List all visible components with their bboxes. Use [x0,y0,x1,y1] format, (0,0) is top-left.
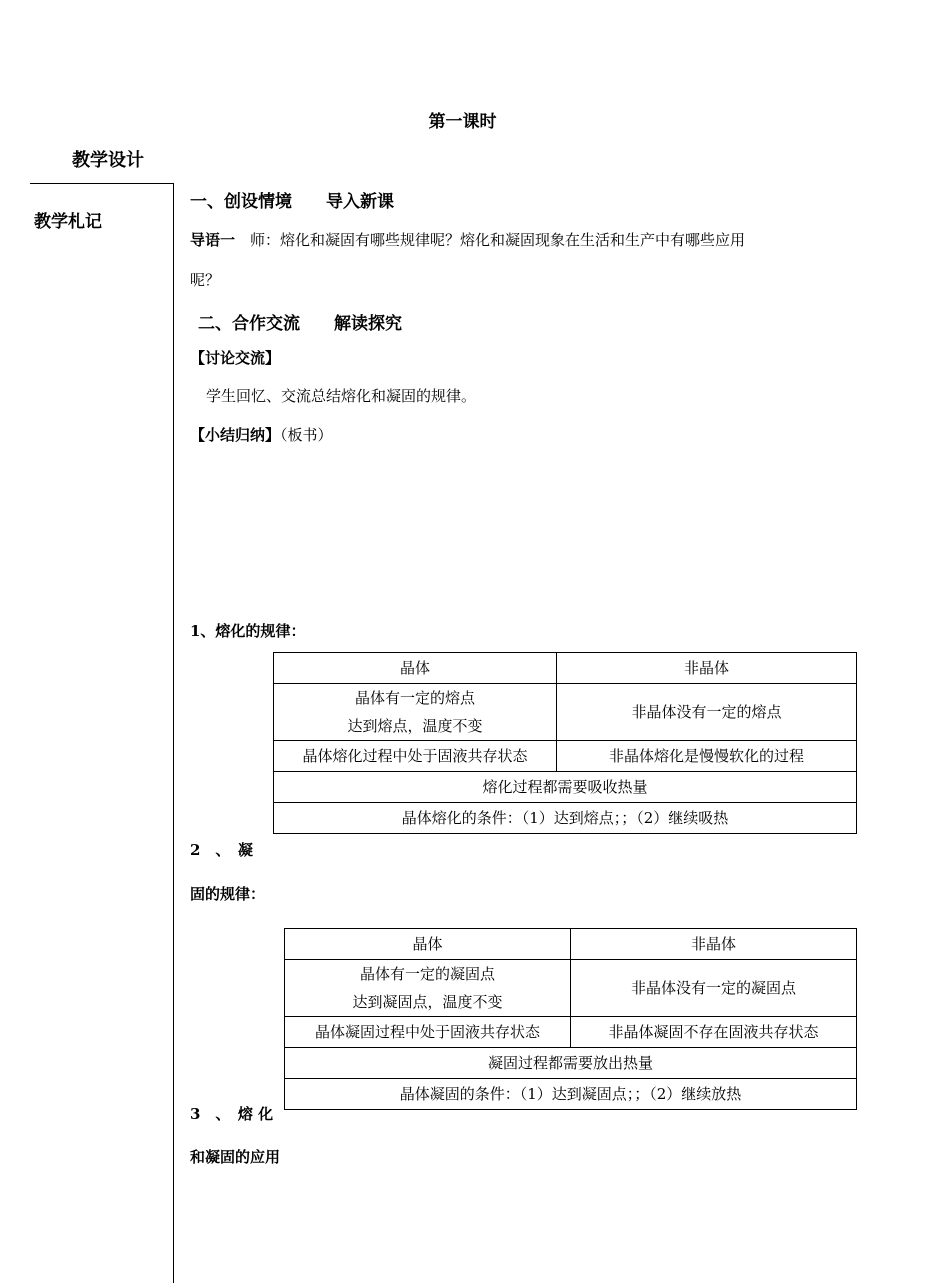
table-row [285,1017,857,1048]
crystal-state-cell: 晶体熔化过程中处于固液共存状态 [274,741,557,772]
section1-heading: 一、创设情境 导入新课 [190,192,394,212]
heat-cell: 熔化过程都需要吸收热量 [274,772,857,803]
table-header-noncrystal: 非晶体 [557,653,857,684]
table-header-crystal: 晶体 [274,653,557,684]
crystal-point-line-1: 晶体有一定的熔点 [354,689,475,707]
table-header-crystal: 晶体 [285,929,571,960]
melting-table [273,652,857,834]
condition-cell: 晶体凝固的条件：（1）达到凝固点；；（2）继续放热 [285,1079,857,1110]
column-divider [173,183,174,1283]
table-row [285,1079,857,1110]
table-header-noncrystal: 非晶体 [571,929,857,960]
table-row [285,960,857,1017]
noncrystal-point-cell: 非晶体没有一定的凝固点 [571,960,857,1017]
crystal-state-cell: 晶体凝固过程中处于固液共存状态 [285,1017,571,1048]
discuss-label: 【讨论交流】 [190,349,281,367]
table-row [285,1048,857,1079]
discuss-text: 学生回忆、交流总结熔化和凝固的规律。 [206,387,477,405]
summary-line [190,424,333,445]
application-title-b: 和凝固的应用 [190,1148,281,1166]
application-title-a: 3 、 熔 化 [190,1105,274,1123]
condition-cell: 晶体熔化的条件：（1）达到熔点；；（2）继续吸热 [274,803,857,834]
section2-heading: 二、合作交流 解读探究 [198,314,402,334]
solidify-title-a: 2 、 凝 [190,841,253,859]
summary-label: 【小结归纳】 [190,426,281,444]
summary-note: （板书） [280,426,333,444]
lesson-title: 第一课时 [428,112,497,132]
intro-text: 师：熔化和凝固有哪些规律呢？熔化和凝固现象在生活和生产中有哪些应用 [235,231,746,249]
table-row [274,741,857,772]
crystal-point-line-2: 达到凝固点，温度不变 [352,993,503,1011]
table-row [274,653,857,684]
noncrystal-point-cell: 非晶体没有一定的熔点 [557,684,857,741]
noncrystal-state-cell: 非晶体熔化是慢慢软化的过程 [557,741,857,772]
table-row [285,929,857,960]
intro-label: 导语一 [190,231,236,249]
design-title: 教学设计 [72,150,144,171]
intro-continuation: 呢？ [190,271,221,289]
noncrystal-state-cell: 非晶体凝固不存在固液共存状态 [571,1017,857,1048]
crystal-point-cell [285,960,571,1017]
melting-title: 1、熔化的规律： [190,622,306,640]
crystal-point-line-1: 晶体有一定的凝固点 [359,965,495,983]
crystal-point-cell [274,684,557,741]
solidify-title-b: 固的规律： [190,885,266,903]
crystal-point-line-2: 达到熔点，温度不变 [347,717,483,735]
solidify-table [284,928,857,1110]
notes-label: 教学札记 [34,212,102,232]
table-row [274,772,857,803]
table-row [274,803,857,834]
heat-cell: 凝固过程都需要放出热量 [285,1048,857,1079]
header-rule [30,183,174,184]
table-row [274,684,857,741]
intro-paragraph [190,229,745,250]
